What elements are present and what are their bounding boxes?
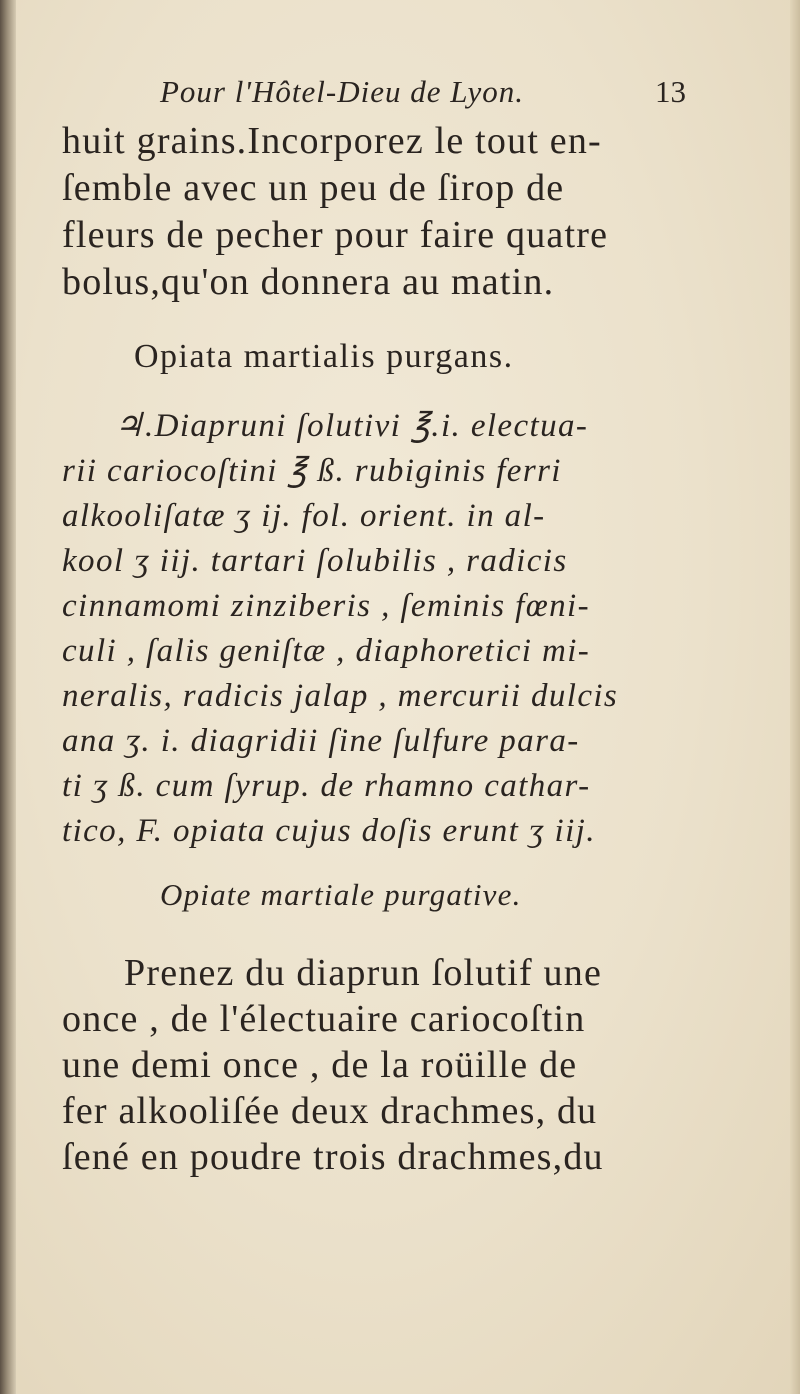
paragraph-line: fer alkooliſée deux drachmes, du: [62, 1090, 598, 1132]
paragraph-line: tico, F. opiata cujus doſis erunt ʒ iij.: [62, 813, 596, 849]
paragraph-line: ſemble avec un peu de ſirop de: [62, 167, 565, 209]
french-recipe-paragraph: [62, 950, 714, 1180]
paragraph-line: ti ʒ ß. cum ſyrup. de rhamno cathar-: [62, 768, 591, 804]
running-head: [62, 66, 714, 118]
paragraph-line: bolus,qu'on donnera au matin.: [62, 261, 555, 303]
page-binding-edge: [0, 0, 16, 1394]
paragraph-line: kool ʒ iij. tartari ſolubilis , radicis: [62, 543, 568, 579]
paragraph-line: once , de l'électuaire cariocoſtin: [62, 998, 586, 1040]
paragraph-line: Prenez du diaprun ſolutif une: [124, 952, 603, 994]
paragraph-line: fleurs de pecher pour faire quatre: [62, 214, 609, 256]
paragraph-line: culi , ſalis geniſtæ , diaphoretici mi-: [62, 633, 591, 669]
page-number: 13: [655, 74, 686, 109]
latin-recipe-paragraph: [62, 404, 714, 854]
paragraph-line: huit grains.Incorporez le tout en-: [62, 120, 602, 162]
paragraph-line: une demi once , de la roüille de: [62, 1044, 578, 1086]
paragraph-line: ♃.Diapruni ſolutivi ℥.i. electua-: [114, 408, 589, 444]
intro-paragraph: [62, 118, 714, 306]
paragraph-line: ſené en poudre trois drachmes,du: [62, 1136, 604, 1178]
paragraph-line: rii cariocoſtini ℥ ß. rubiginis ferri: [62, 453, 562, 489]
paragraph-line: neralis, radicis jalap , mercurii dulcis: [62, 678, 619, 714]
running-head-title: Pour l'Hôtel-Dieu de Lyon.: [160, 74, 525, 109]
latin-recipe-heading: Opiata martialis purgans.: [134, 338, 514, 375]
french-recipe-heading: Opiate martiale purgative.: [160, 877, 522, 912]
page-right-edge: [790, 0, 800, 1394]
paragraph-line: cinnamomi zinziberis , ſeminis fœni-: [62, 588, 590, 624]
paragraph-line: ana ʒ. i. diagridii ſine ſulfure para-: [62, 723, 580, 759]
text-block: [62, 66, 714, 1180]
paragraph-line: alkooliſatæ ʒ ij. fol. orient. in al-: [62, 498, 546, 534]
